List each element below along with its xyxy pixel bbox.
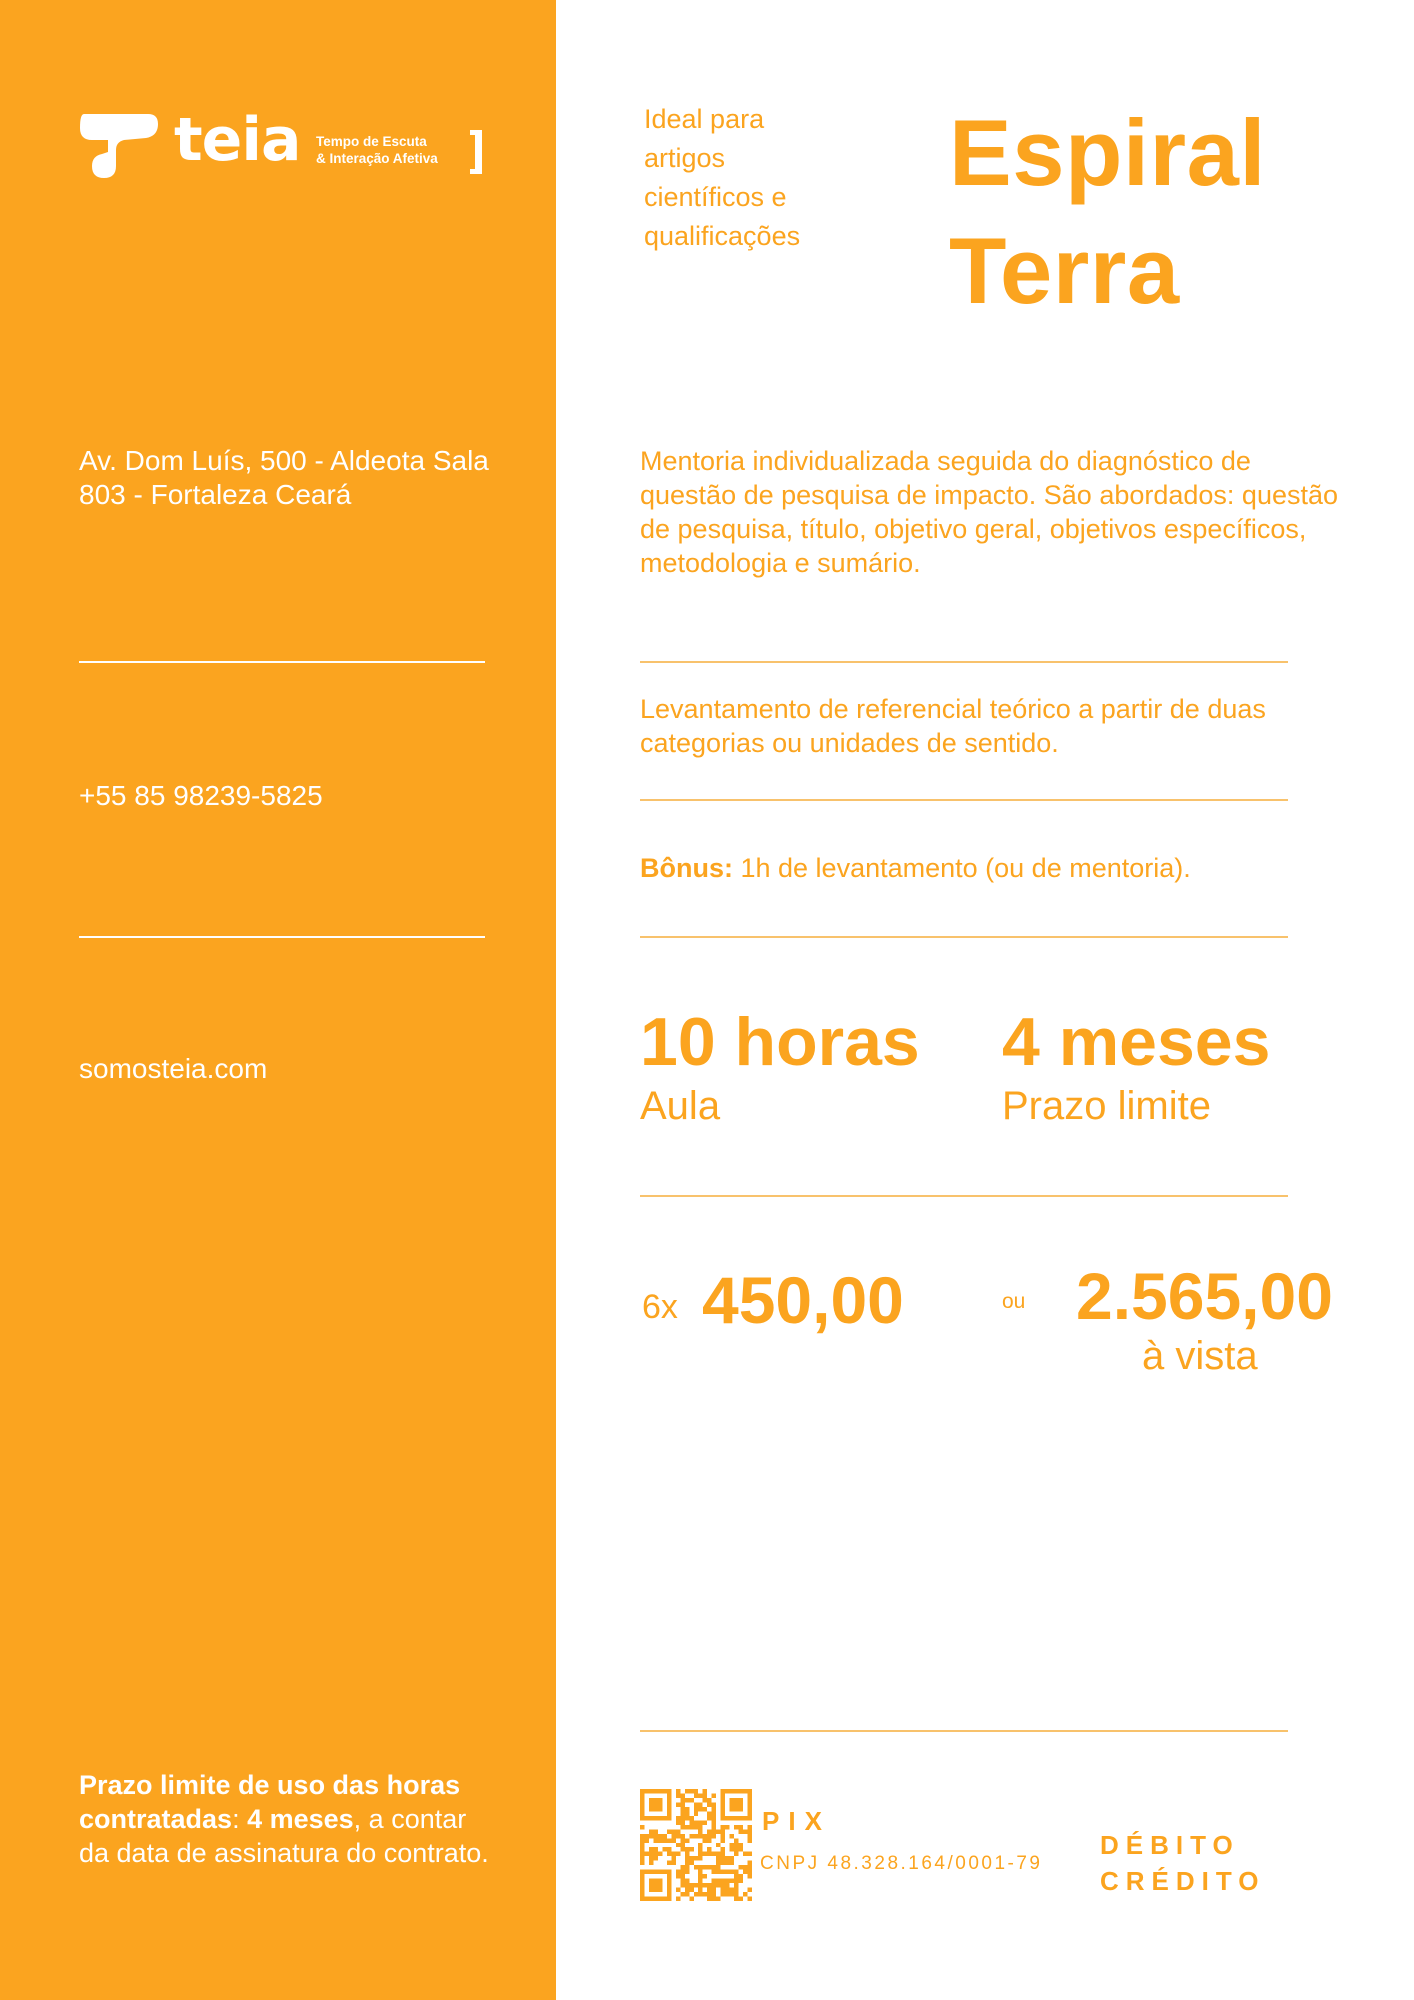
or-label: ou — [1002, 1290, 1026, 1313]
stat-hours — [640, 1002, 920, 1130]
deadline-note-bold1: Prazo limite de uso das horas contratadas — [79, 1770, 461, 1834]
installment-value: 450,00 — [702, 1263, 904, 1337]
deadline-note-rest: , a contar da data de assinatura do contrato. — [79, 1804, 489, 1868]
cash-price: 2.565,00 — [1076, 1259, 1333, 1333]
brand-tagline-line1: Tempo de Escuta — [316, 134, 427, 149]
divider — [640, 661, 1288, 663]
plan-title-line2: Terra — [949, 218, 1180, 323]
divider — [640, 1730, 1288, 1732]
brand-tagline-line2: & Interação Afetiva — [316, 151, 438, 166]
installments-count: 6x — [642, 1288, 678, 1326]
brand-name: teia — [174, 105, 301, 175]
teia-logo — [78, 106, 498, 186]
bonus-label: Bônus: — [640, 853, 733, 883]
address: Av. Dom Luís, 500 - Aldeota Sala 803 - Fortaleza Ceará — [79, 445, 489, 510]
deadline-note-separator: : — [232, 1804, 248, 1834]
bonus-text — [640, 851, 1340, 885]
plan-title — [949, 94, 1266, 330]
stat-hours-label: Aula — [640, 1084, 721, 1128]
debit-label: DÉBITO — [1100, 1830, 1240, 1860]
divider — [640, 936, 1288, 938]
phone-number[interactable]: +55 85 98239-5825 — [79, 780, 323, 811]
teia-logo-icon — [78, 106, 164, 186]
brand-tagline — [316, 133, 438, 167]
stat-deadline-label: Prazo limite — [1002, 1084, 1211, 1128]
stat-deadline — [1002, 1002, 1270, 1130]
sidebar — [0, 0, 556, 2000]
plan-title-line1: Espiral — [949, 100, 1266, 205]
divider — [79, 661, 485, 663]
deadline-note-bold2: 4 meses — [247, 1804, 354, 1834]
detail-literature: Levantamento de referencial teórico a partir de duas categorias ou unidades de sentido. — [640, 694, 1266, 758]
cnpj: CNPJ 48.328.164/0001-79 — [760, 1853, 1043, 1874]
website-link[interactable]: somosteia.com — [79, 1053, 268, 1084]
ideal-for-text: Ideal para artigos científicos e qualificações — [644, 104, 801, 251]
divider — [640, 1195, 1288, 1197]
credit-label: CRÉDITO — [1100, 1866, 1266, 1896]
divider — [640, 799, 1288, 801]
divider — [79, 936, 485, 938]
bracket-icon — [470, 130, 482, 174]
cash-price-label: à vista — [1142, 1334, 1258, 1378]
bonus-description: 1h de levantamento (ou de mentoria). — [732, 853, 1191, 883]
detail-mentoring: Mentoria individualizada seguida do diagnóstico de questão de pesquisa de impacto. São abordados: questão de pesquisa, título, objetivo geral, objetivos específicos, metodologia e sumário. — [640, 446, 1339, 578]
main-content — [556, 0, 1414, 2000]
pix-label: PIX — [762, 1806, 831, 1836]
qr-code-icon[interactable] — [640, 1789, 752, 1901]
deadline-note — [79, 1768, 499, 1870]
stat-hours-value: 10 horas — [640, 1004, 920, 1080]
stat-deadline-value: 4 meses — [1002, 1004, 1271, 1080]
payment-methods — [1100, 1827, 1266, 1899]
